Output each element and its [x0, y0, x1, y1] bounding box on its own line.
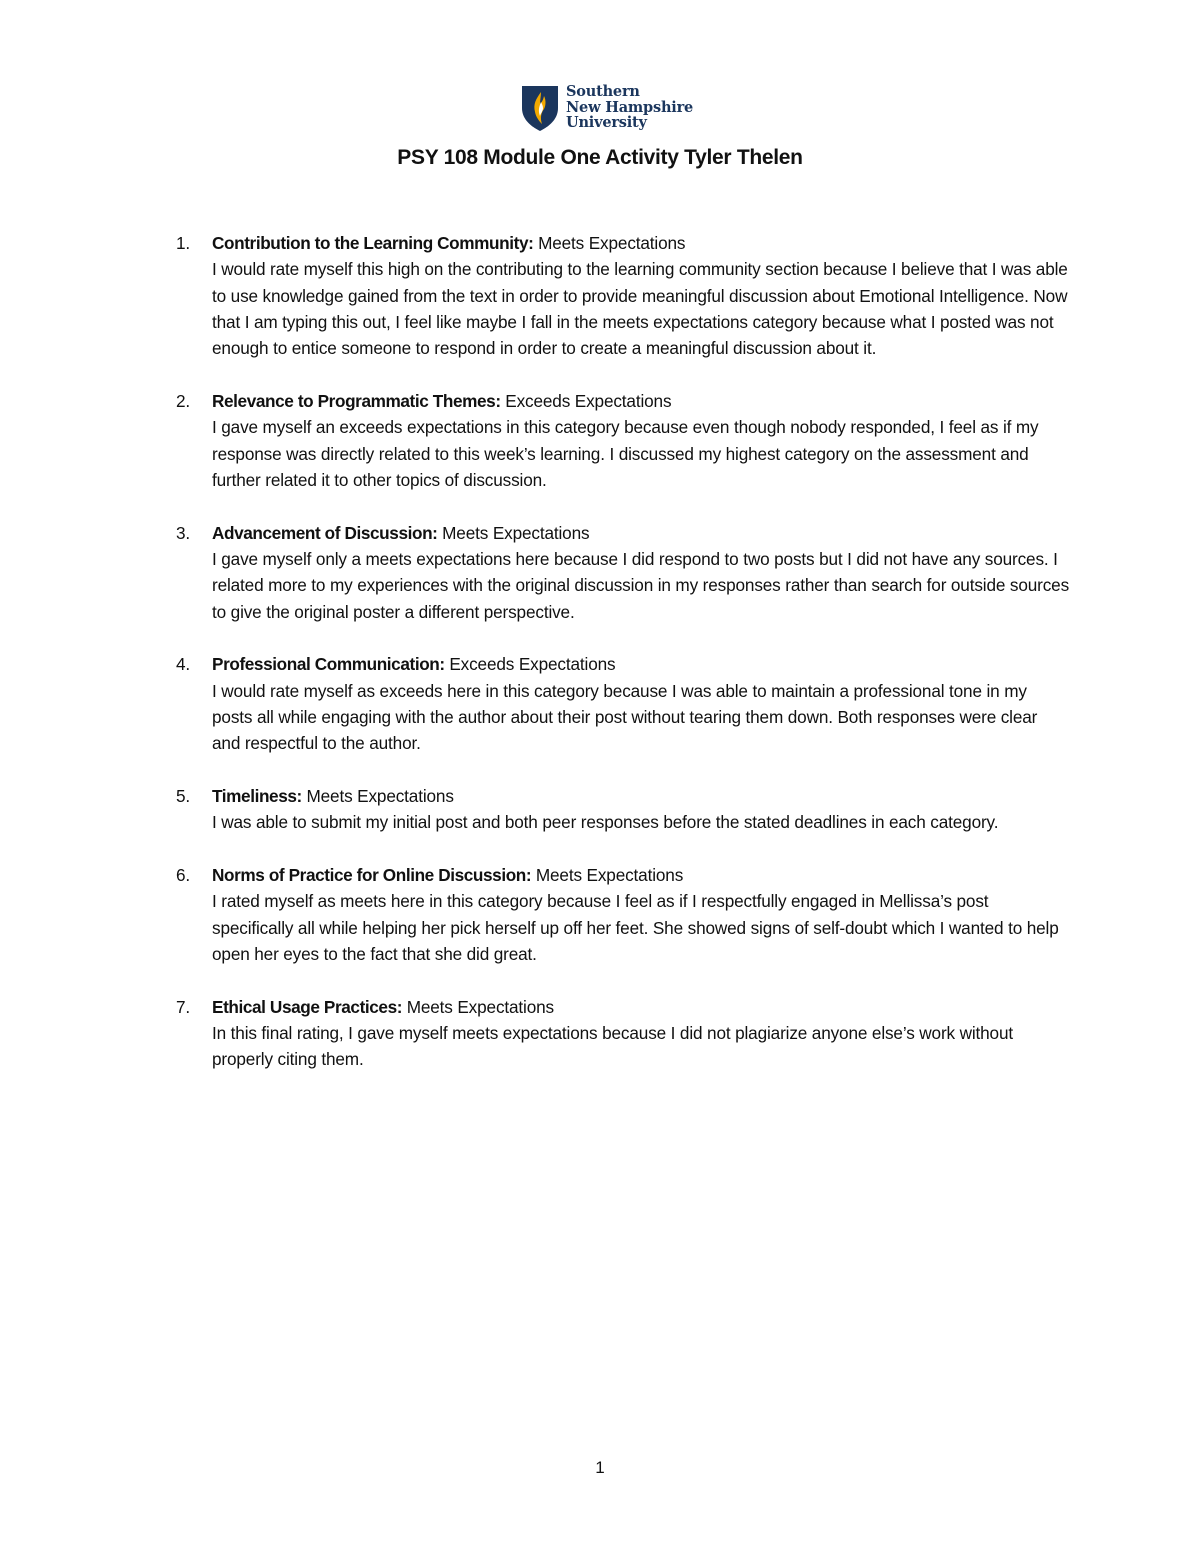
item-body: I was able to submit my initial post and both peer responses before the stated deadlines in each category.: [212, 812, 999, 833]
item-number: 6.: [176, 865, 191, 886]
item-number: 4.: [176, 654, 191, 675]
item-rating: Exceeds Expectations: [444, 654, 616, 675]
list-item: [170, 994, 1070, 1073]
logo-line-1: Southern: [566, 83, 640, 100]
list-item: [170, 783, 1070, 836]
item-rating: Meets Expectations: [437, 522, 590, 543]
item-number: 3.: [176, 522, 191, 543]
item-rating: Meets Expectations: [531, 865, 684, 886]
item-heading: Norms of Practice for Online Discussion:: [212, 865, 532, 886]
item-body: I rated myself as meets here in this category because I feel as if I respectfully engaged in Mellissa’s post specifically all while helping her pick herself up off her feet. She showed signs of self-doubt which I wanted to help open her eyes to the fact that she did great.: [212, 891, 1059, 965]
item-rating: Meets Expectations: [402, 996, 554, 1017]
item-rating: Meets Expectations: [533, 233, 686, 253]
item-heading: Professional Communication:: [212, 654, 445, 675]
item-heading: Timeliness:: [212, 786, 302, 807]
item-number: 7.: [176, 996, 191, 1017]
item-heading: Advancement of Discussion:: [212, 522, 438, 543]
item-heading: Contribution to the Learning Community:: [212, 233, 534, 253]
rating-list: [170, 230, 1070, 1099]
item-body: I would rate myself this high on the contributing to the learning community section because I believe that I was able to use knowledge gained from the text in order to provide meaningful discussion about Emotional Intelligence. Now that I am typing this out, I feel like maybe I fall in the meets expectations category because what I posted was not enough to entice someone to respond in order to create a meaningful discussion about it.: [212, 259, 1068, 359]
item-body: I would rate myself as exceeds here in this category because I was able to maintain a professional tone in my posts all while engaging with the author about their post without tearing them down. Both responses were clear and respectful to the author.: [212, 680, 1038, 754]
item-number: 1.: [176, 233, 191, 253]
list-item: [170, 862, 1070, 967]
list-item: [170, 230, 1070, 361]
item-body: In this final rating, I gave myself meets expectations because I did not plagiarize anyone else’s work without properly citing them.: [212, 1023, 1013, 1070]
document-title: PSY 108 Module One Activity Tyler Thelen: [397, 146, 803, 169]
list-item: [170, 651, 1070, 756]
item-body: I gave myself an exceeds expectations in this category because even though nobody responded, I feel as if my response was directly related to this week’s learning. I discussed my highest category on the assessment and further related it to other topics of discussion.: [212, 417, 1039, 490]
item-heading: Ethical Usage Practices:: [212, 996, 403, 1017]
logo-line-2: New Hampshire: [566, 98, 694, 116]
page-number: 1: [595, 1458, 605, 1477]
item-number: 5.: [176, 786, 191, 807]
logo-wordmark: [566, 84, 693, 131]
shield-flame-icon: [520, 84, 560, 132]
list-item: [170, 388, 1070, 493]
item-body: I gave myself only a meets expectations here because I did respond to two posts but I did not have any sources. I related more to my experiences with the original discussion in my responses rather than search for outside sources to give the original poster a different perspective.: [212, 548, 1070, 622]
item-heading: Relevance to Programmatic Themes:: [212, 390, 501, 411]
item-rating: Exceeds Expectations: [500, 390, 672, 411]
item-rating: Meets Expectations: [301, 786, 454, 807]
item-number: 2.: [176, 390, 191, 411]
list-item: [170, 520, 1070, 625]
logo-line-3: University: [566, 114, 647, 131]
university-logo: [520, 84, 693, 132]
